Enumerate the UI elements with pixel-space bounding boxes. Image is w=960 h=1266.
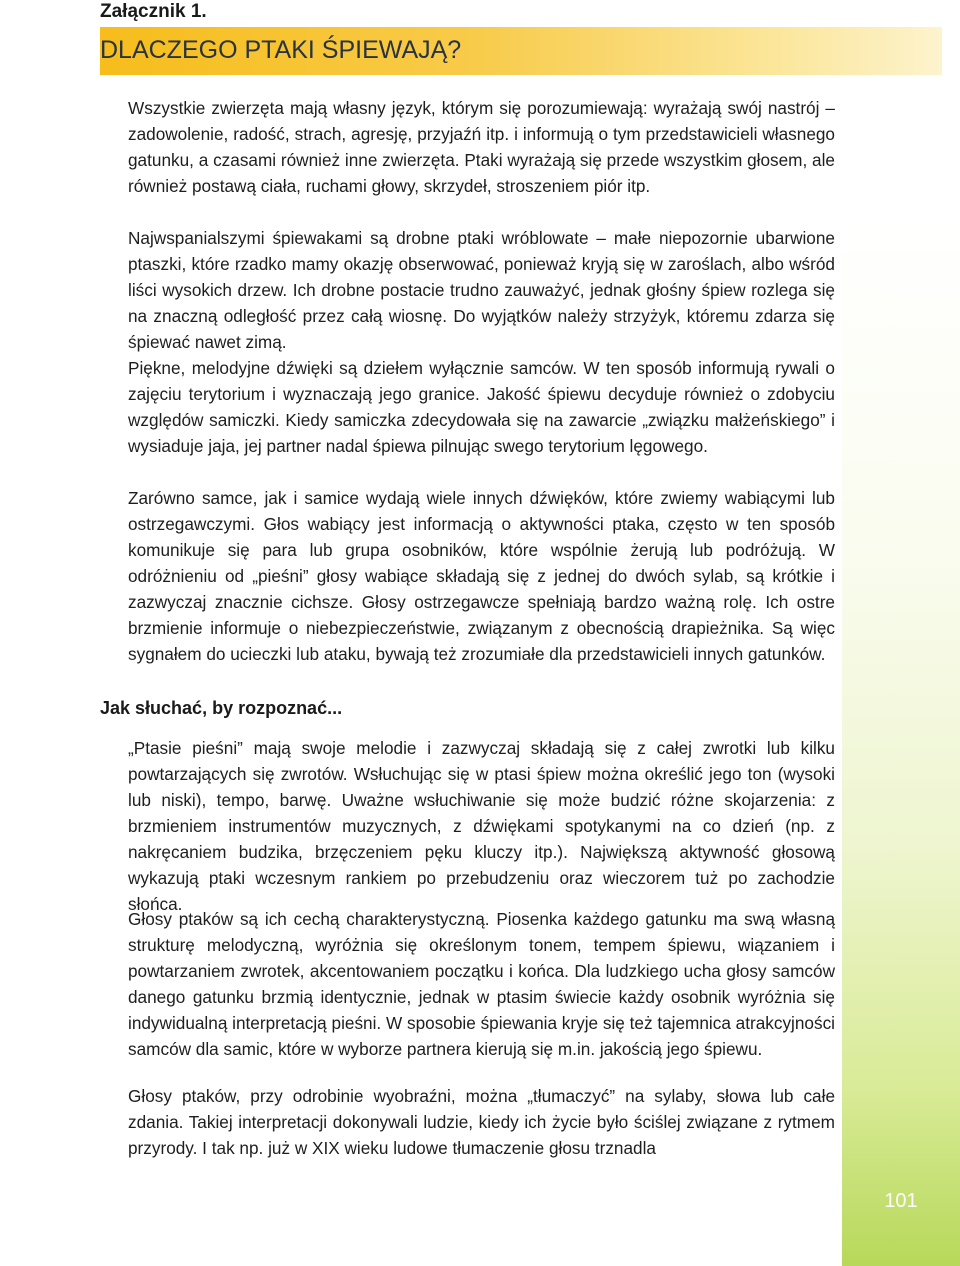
section-heading: Jak słuchać, by rozpoznać... [100, 698, 343, 718]
paragraph-males: Piękne, melodyjne dźwięki są dziełem wyłącznie samców. W ten sposób informują rywali o zajęciu terytorium i wyznaczają jego granice. Jakość śpiewu decyduje również o zdobyciu względów samiczki. Kiedy samiczka zdecydowała się na zawarcie „związku małżeńskiego” i wysiaduje jaja, jej partner nadal śpiewa pilnując swego terytorium lęgowego. [128, 358, 835, 456]
page-number: 101 [884, 1190, 918, 1212]
page-title: DLACZEGO PTAKI ŚPIEWAJĄ? [100, 36, 462, 64]
annex-label: Załącznik 1. [100, 1, 207, 22]
paragraph-intro: Wszystkie zwierzęta mają własny język, którym się porozumiewają: wyrażają swój nastrój – zadowolenie, radość, strach, agresję, przyjaźń itp. i informują o tym przedstawicieli własnego gatunku, a czasami również inne zwierzęta. Ptaki wyrażają się przede wszystkim głosem, ale również postawą ciała, ruchami głowy, skrzydeł, stroszeniem piór itp. [128, 98, 835, 196]
paragraph-songbirds: Najwspanialszymi śpiewakami są drobne ptaki wróblowate – małe niepozornie ubarwione ptaszki, które rzadko mamy okazję obserwować, ponieważ kryją się w zaroślach, albo wśród liści wysokich drzew. Ich drobne postacie trudno zauważyć, jednak głośny śpiew rozlega się na znaczną odległość przez całą wiosnę. Do wyjątków należy strzyżyk, któremu zdarza się śpiewać nawet zimą. [128, 228, 835, 352]
paragraph-calls: Zarówno samce, jak i samice wydają wiele innych dźwięków, które zwiemy wabiącymi lub ostrzegawczymi. Głos wabiący jest informacją o aktywności ptaka, często w ten sposób komunikuje się para lub grupa osobników, które wspólnie żerują lub podróżują. W odróżnieniu od „pieśni” głosy wabiące składają się z jednej do dwóch sylab, są krótkie i zazwyczaj znacznie cichsze. Głosy ostrzegawcze spełniają bardzo ważną rolę. Ich ostre brzmienie informuje o niebezpieczeństwie, związanym z obecnością drapieżnika. Są więc sygnałem do ucieczki lub ataku, bywają też zrozumiałe dla przedstawicieli innych gatunków. [128, 488, 835, 664]
paragraph-interpretation: Głosy ptaków, przy odrobinie wyobraźni, można „tłumaczyć” na sylaby, słowa lub całe zdania. Takiej interpretacji dokonywali ludzie, kiedy ich życie było ściślej związane z rytmem przyrody. I tak np. już w XIX wieku ludowe tłumaczenie głosu trznadla [128, 1086, 835, 1158]
side-decoration-band [842, 75, 960, 1266]
paragraph-bird-songs: „Ptasie pieśni” mają swoje melodie i zazwyczaj składają się z całej zwrotki lub kilku powtarzających się zwrotów. Wsłuchując się w ptasi śpiew można określić jego ton (wysoki lub niski), tempo, barwę. Uważne wsłuchiwanie się może budzić różne skojarzenia: z brzmieniem instrumentów muzycznych, z dźwiękami spotykanymi na co dzień (np. z nakręcaniem budzika, brzęczeniem pęku kluczy itp.). Największą aktywność głosową wykazują ptaki wczesnym rankiem po przebudzeniu oraz wieczorem tuż po zachodzie słońca. [128, 738, 835, 914]
paragraph-characteristics: Głosy ptaków są ich cechą charakterystyczną. Piosenka każdego gatunku ma swą własną strukturę melodyczną, wyróżnia się określonym tonem, tempem śpiewu, wiązaniem i powtarzaniem zwrotek, akcentowaniem początku i końca. Dla ludzkiego ucha głosy samców danego gatunku brzmią identycznie, jednak w ptasim świecie każdy osobnik wyróżnia się indywidualną interpretacją pieśni. W sposobie śpiewania kryje się też tajemnica atrakcyjności samców dla samic, które w wyborze partnera kierują się m.in. jakością jego śpiewu. [128, 909, 835, 1059]
